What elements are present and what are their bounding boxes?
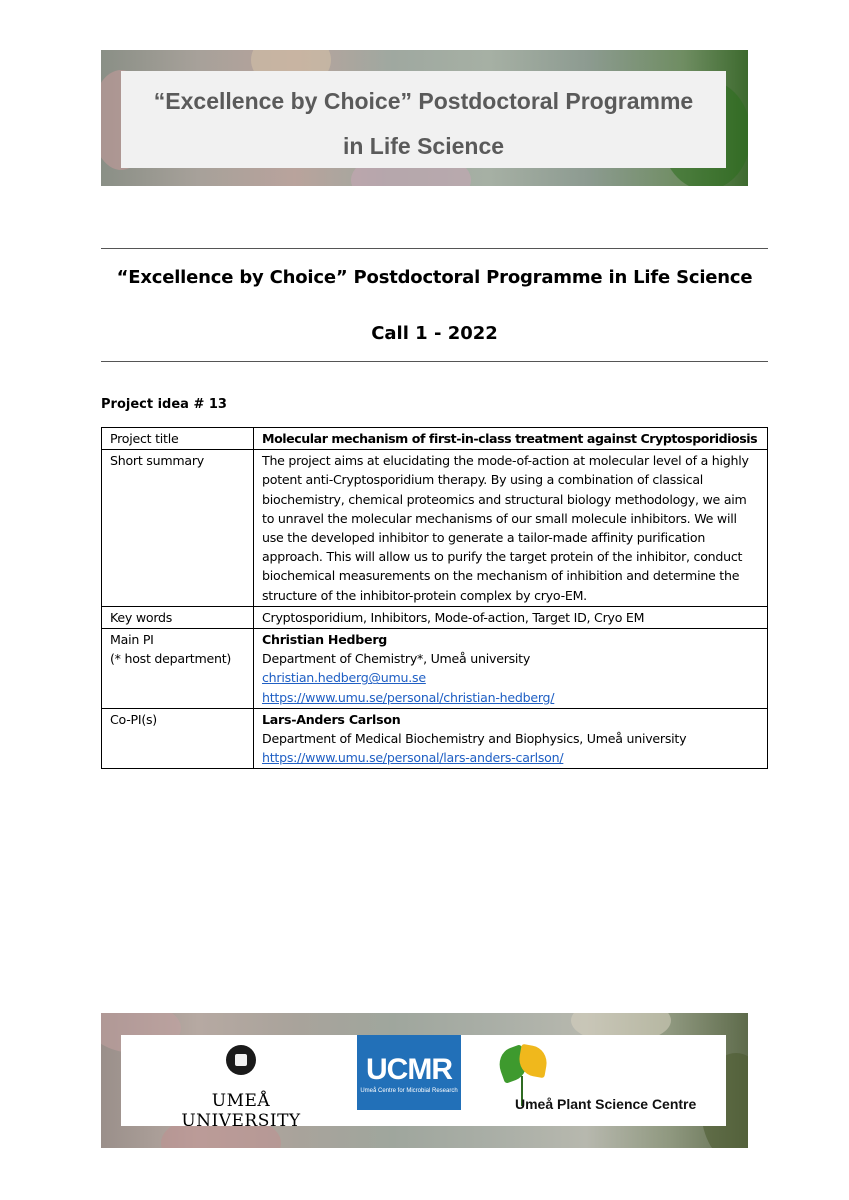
call-title: Call 1 - 2022	[371, 323, 498, 344]
upsc-logo	[499, 1040, 714, 1120]
project-idea-number: Project idea # 13	[101, 397, 227, 412]
copi-label: Co-PI(s)	[102, 708, 254, 769]
main-pi-email-link[interactable]: christian.hedberg@umu.se	[262, 670, 426, 686]
document-title: “Excellence by Choice” Postdoctoral Programme in Life Science	[116, 267, 753, 288]
project-title-label: Project title	[102, 428, 254, 450]
main-pi-name: Christian Hedberg	[262, 632, 388, 648]
copi-cell	[254, 708, 768, 769]
banner-title-line2: in Life Science	[342, 133, 505, 159]
keywords-cell	[254, 606, 768, 628]
header-banner	[101, 50, 748, 186]
keywords-text-tail: o EM	[614, 609, 645, 625]
logo-strip	[121, 1035, 726, 1131]
main-pi-cell	[254, 629, 768, 709]
summary-label: Short summary	[102, 450, 254, 607]
banner-title-box	[121, 71, 726, 168]
main-pi-label-line2: (* host department)	[110, 651, 232, 667]
project-table	[101, 427, 768, 769]
ucmr-wordmark: UCMR	[366, 1053, 452, 1086]
copi-profile-link[interactable]: https://www.umu.se/personal/lars-anders-carlson/	[262, 750, 564, 766]
banner-title-line1: “Excellence by Choice” Postdoctoral Programme	[153, 88, 694, 114]
table-row	[102, 606, 768, 628]
table-row	[102, 450, 768, 607]
main-pi-label	[102, 629, 254, 709]
keywords-label: Key words	[102, 606, 254, 628]
summary-text: The project aims at elucidating the mode-of-action at molecular level of a highly potent anti-Cryptosporidium therapy. By using a combination of classical biochemistry, chemical proteomics and structural biology methodology, we aim to unravel the molecular mechanisms of our small molecule inhibitors. We will use the developed inhibitor to generate a tailor-made affinity purification approach. This will allow us to purify the target protein of the inhibitor, conduct biochemical measurements on the mechanism of inhibition and determine the structure of the inhibitor-protein complex by cryo-EM.	[254, 450, 768, 607]
bottom-divider	[101, 361, 768, 362]
table-row	[102, 428, 768, 450]
copi-department: Department of Medical Biochemistry and Biophysics, Umeå university	[262, 731, 687, 747]
umea-seal-icon	[226, 1045, 256, 1075]
copi-name: Lars-Anders Carlson	[262, 711, 401, 727]
main-pi-label-line1: Main PI	[110, 632, 154, 648]
project-title: Molecular mechanism of first-in-class treatment against Cryptosporidiosis	[254, 428, 768, 450]
upsc-name: Umeå Plant Science Centre	[515, 1096, 697, 1112]
top-divider	[101, 248, 768, 249]
umea-university-logo	[151, 1045, 331, 1131]
umea-university-name: UMEÅ UNIVERSITY	[181, 1091, 301, 1131]
ucmr-subtitle: Umeå Centre for Microbial Research	[360, 1088, 458, 1094]
footer-banner	[101, 1013, 748, 1148]
table-row	[102, 708, 768, 769]
keywords-text: Cryptosporidium, Inhibitors, Mode-of-action, Target ID, Cry	[262, 609, 615, 625]
main-pi-department: Department of Chemistry*, Umeå university	[262, 651, 531, 667]
ucmr-logo	[357, 1035, 461, 1110]
main-pi-profile-link[interactable]: https://www.umu.se/personal/christian-hedberg/	[262, 689, 555, 705]
table-row	[102, 629, 768, 709]
